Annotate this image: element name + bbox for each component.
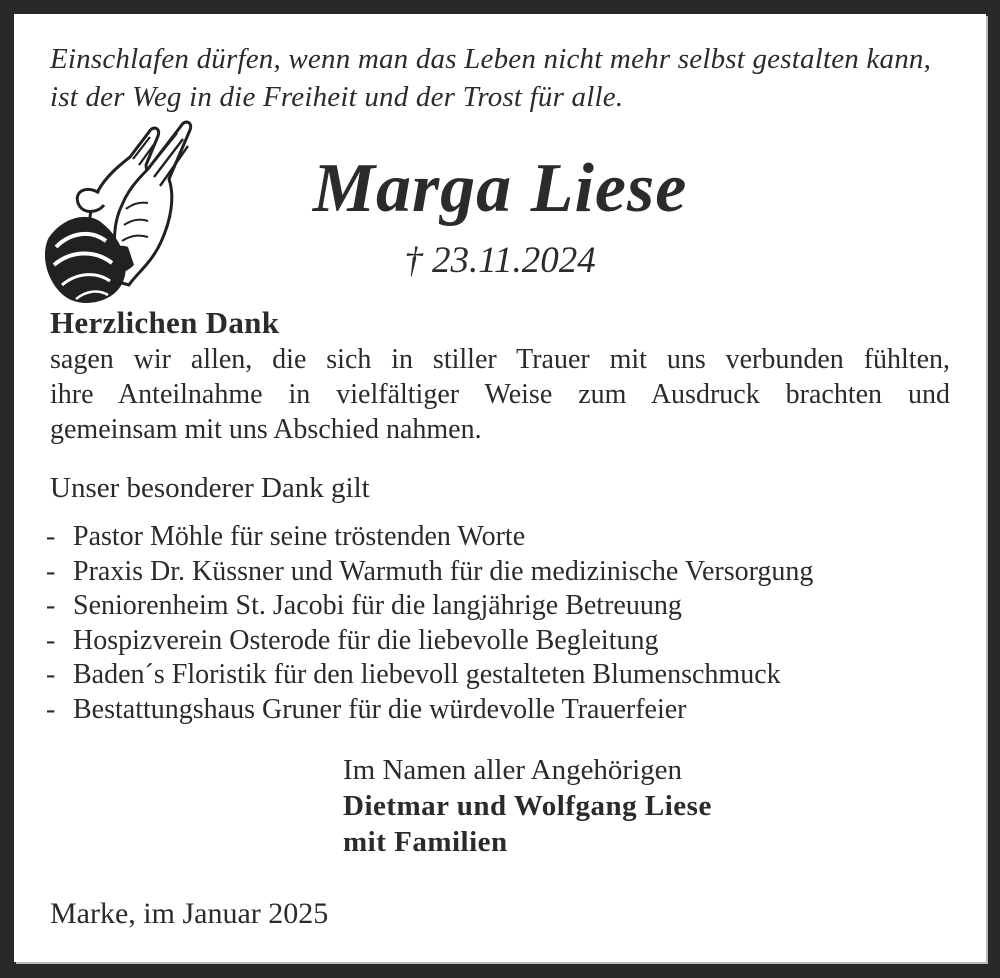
list-dash: - (46, 555, 56, 587)
list-item (46, 555, 961, 590)
thanks-line-2: ihre Anteilnahme in vielfältiger Weise zum Ausdruck brachten und (50, 379, 950, 410)
closing-line-1: Im Namen aller Angehörigen (343, 754, 683, 786)
thanks-line-3: gemeinsam mit uns Abschied nahmen. (50, 414, 482, 445)
special-thanks-list (46, 520, 961, 727)
list-dash: - (46, 590, 56, 621)
list-item-text: Baden´s Floristik für den liebevoll gestalteten Blumenschmuck (73, 659, 781, 690)
list-item-text: Bestattungshaus Gruner für die würdevolle Trauerfeier (73, 693, 687, 725)
list-item-text: Pastor Möhle für seine tröstenden Worte (73, 521, 526, 552)
list-item (46, 624, 961, 659)
list-item (46, 520, 961, 555)
epigraph-line-2: ist der Weg in die Freiheit und der Trost für alle. (50, 81, 624, 113)
list-item-text: Seniorenheim St. Jacobi für die langjährige Betreuung (73, 590, 682, 621)
list-item (46, 658, 961, 693)
list-dash: - (46, 693, 56, 725)
list-item (46, 693, 961, 728)
place-and-date: Marke, im Januar 2025 (50, 897, 329, 930)
special-thanks-intro: Unser besonderer Dank gilt (50, 472, 370, 504)
death-date: † 23.11.2024 (404, 240, 596, 281)
obituary-sheet (14, 14, 986, 962)
deceased-name: Marga Liese (312, 150, 688, 227)
closing-block (343, 752, 712, 860)
closing-line-2: Dietmar und Wolfgang Liese (343, 790, 712, 822)
list-dash: - (46, 521, 56, 552)
list-item (46, 589, 961, 624)
thanks-paragraph (50, 342, 950, 447)
closing-line-3: mit Familien (343, 826, 508, 858)
list-dash: - (46, 624, 56, 656)
thanks-heading: Herzlichen Dank (50, 305, 280, 340)
list-item-text: Praxis Dr. Küssner und Warmuth für die medizinische Versorgung (73, 555, 814, 587)
list-dash: - (46, 659, 56, 690)
list-item-text: Hospizverein Osterode für die liebevolle Begleitung (73, 624, 659, 656)
epigraph (50, 40, 960, 116)
thanks-line-1: sagen wir allen, die sich in stiller Trauer mit uns verbunden fühlten, (50, 344, 950, 375)
epigraph-line-1: Einschlafen dürfen, wenn man das Leben nicht mehr selbst gestalten kann, (50, 43, 932, 75)
